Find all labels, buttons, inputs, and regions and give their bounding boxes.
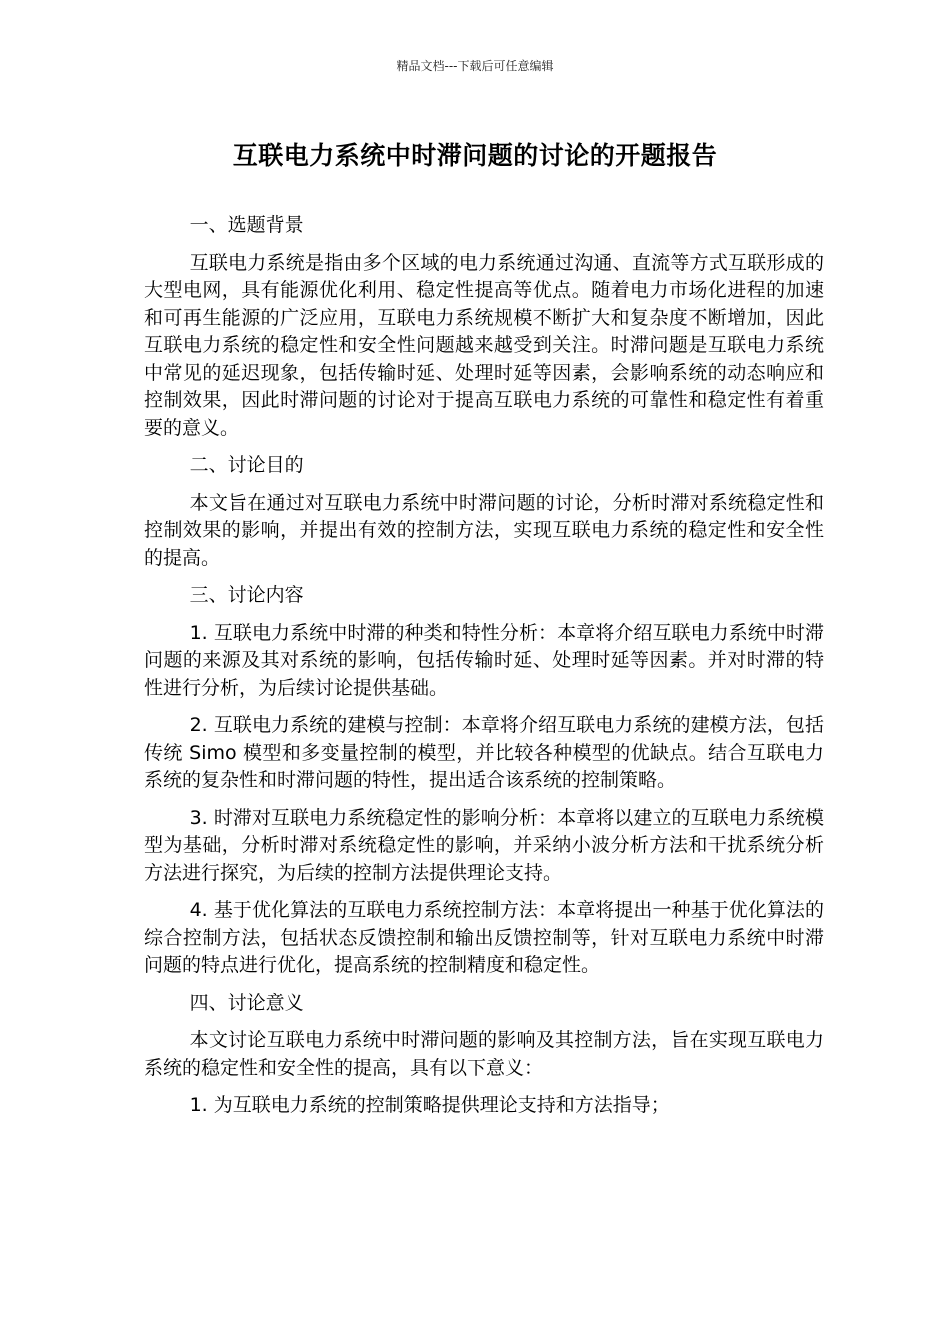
- page-header: 精品文档---下载后可任意编辑: [396, 59, 554, 73]
- section-body-significance: 本文讨论互联电力系统中时滞问题的影响及其控制方法，旨在实现互联电力系统的稳定性和安全性的提高，具有以下意义：: [144, 1029, 824, 1079]
- content-item-2: 2. 互联电力系统的建模与控制：本章将介绍互联电力系统的建模方法，包括传统 Simo 模型和多变量控制的模型，并比较各种模型的优缺点。结合互联电力系统的复杂性和时滞问题的特性，提出适合该系统的控制策略。: [144, 714, 824, 791]
- document-title: 互联电力系统中时滞问题的讨论的开题报告: [232, 141, 718, 170]
- section-heading-significance: 四、讨论意义: [189, 991, 304, 1014]
- document-body: [144, 212, 824, 1130]
- section-heading-content: 三、讨论内容: [189, 584, 304, 606]
- content-item-3: 3. 时滞对互联电力系统稳定性的影响分析：本章将以建立的互联电力系统模型为基础，分析时滞对系统稳定性的影响，并采纳小波分析方法和干扰系统分析方法进行探究，为后续的控制方法提供理论支持。: [144, 806, 824, 884]
- section-heading-background: 一、选题背景: [189, 214, 304, 236]
- content-item-1: 1. 互联电力系统中时滞的种类和特性分析：本章将介绍互联电力系统中时滞问题的来源及其对系统的影响，包括传输时延、处理时延等因素。并对时滞的特性进行分析，为后续讨论提供基础。: [144, 621, 824, 699]
- section-body-purpose: 本文旨在通过对互联电力系统中时滞问题的讨论，分析时滞对系统稳定性和控制效果的影响，并提出有效的控制方法，实现互联电力系统的稳定性和安全性的提高。: [144, 491, 824, 569]
- section-body-background: 互联电力系统是指由多个区域的电力系统通过沟通、直流等方式互联形成的大型电网，具有能源优化利用、稳定性提高等优点。随着电力市场化进程的加速和可再生能源的广泛应用，互联电力系统规模不断扩大和复杂度不断增加，因此互联电力系统的稳定性和安全性问题越来越受到关注。时滞问题是互联电力系统中常见的延迟现象，包括传输时延、处理时延等因素，会影响系统的动态响应和控制效果，因此时滞问题的讨论对于提高互联电力系统的可靠性和稳定性有着重要的意义。: [144, 251, 824, 439]
- significance-item-1: 1. 为互联电力系统的控制策略提供理论支持和方法指导；: [189, 1094, 670, 1116]
- content-item-4: 4. 基于优化算法的互联电力系统控制方法：本章将提出一种基于优化算法的综合控制方法，包括状态反馈控制和输出反馈控制等，针对互联电力系统中时滞问题的特点进行优化，提高系统的控制精度和稳定性。: [144, 899, 824, 976]
- section-heading-purpose: 二、讨论目的: [189, 454, 304, 476]
